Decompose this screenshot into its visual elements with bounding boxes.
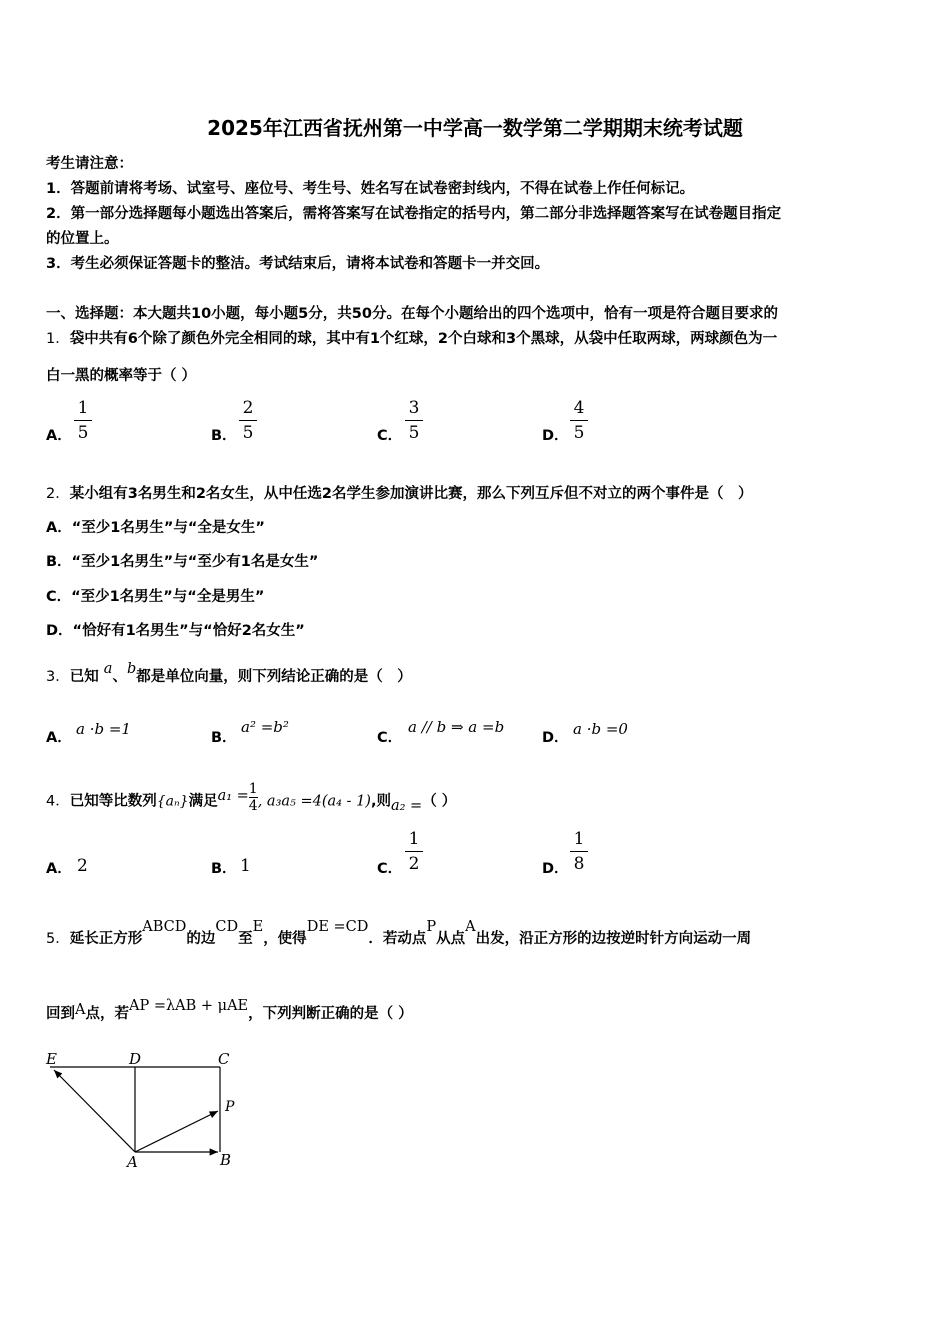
q4-stem: 4．已知等比数列{aₙ}满足a₁ = $\frac{1}{4}$ , a₃a₅ =4(a₄ - 1),则a₂ =（ ） <box>46 781 457 814</box>
q1-stem-line1: 1．袋中共有6个除了颜色外完全相同的球，其中有1个红球，2个白球和3个黑球，从袋中任取两球，两球颜色为一 <box>46 331 778 347</box>
q2-number: 2． <box>46 486 70 502</box>
q5-stem-line1: 5．延长正方形ABCD的边CD至E，使得DE =CD．若动点P从点A出发，沿正方形的边按逆时针方向运动一周 <box>46 919 752 947</box>
q1-option-c-fraction: 3 5 <box>404 397 424 444</box>
q1-option-b-fraction: 2 5 <box>238 397 258 444</box>
q1-option-d-label: D． <box>542 428 569 444</box>
q3-option-b-label: B． <box>211 730 237 746</box>
q1-option-a-label: A． <box>46 428 72 444</box>
q4-sequence: {aₙ} <box>156 793 189 810</box>
q3-option-b-expr: a² =b² <box>241 718 289 736</box>
q3-option-c-label: C． <box>377 730 403 746</box>
q2-stem: 2．某小组有3名男生和2名女生，从中任选2名学生参加演讲比赛，那么下列互斥但不对立的两个事件是（ ） <box>46 486 753 502</box>
notice-item-2: 2．第一部分选择题每小题选出答案后，需将答案写在试卷指定的括号内，第二部分非选择题答案写在试卷题目指定 <box>46 206 782 222</box>
q1-stem-line2: 白一黑的概率等于（ ） <box>46 368 197 384</box>
q1-number: 1． <box>46 331 70 347</box>
q4-option-d-fraction: 1 8 <box>569 828 589 875</box>
section-heading: 一、选择题：本大题共10小题，每小题5分，共50分。在每个小题给出的四个选项中，恰有一项是符合题目要求的 <box>46 306 778 322</box>
q3-vector-a: a <box>103 661 113 677</box>
q3-option-d-expr: a ·b =0 <box>573 720 628 738</box>
label-c: C <box>218 1050 230 1068</box>
q2-option-c: C．“至少1名男生”与“全是男生” <box>46 589 265 605</box>
q2-option-a: A．“至少1名男生”与“全是女生” <box>46 520 265 536</box>
label-b: B <box>220 1151 232 1169</box>
q1-option-c-label: C． <box>377 428 403 444</box>
q4-option-a-value: 2 <box>77 856 88 876</box>
vector-ap <box>135 1111 218 1152</box>
notice-heading: 考生请注意： <box>46 156 133 172</box>
q3-stem: 3．已知 a、b都是单位向量，则下列结论正确的是（ ） <box>46 661 412 685</box>
q5-number: 5． <box>46 931 70 947</box>
q3-vector-b: b <box>126 661 137 677</box>
q4-condition-fraction: $\frac{1}{4}$ <box>248 781 258 814</box>
q4-option-b-label: B． <box>211 861 237 877</box>
q3-option-a-label: A． <box>46 730 72 746</box>
q2-option-d: D．“恰好有1名男生”与“恰好2名女生” <box>46 623 305 639</box>
q4-target: a₂ = <box>390 797 423 814</box>
label-d: D <box>129 1050 142 1068</box>
q4-option-b-value: 1 <box>240 856 251 876</box>
notice-item-3: 3．考生必须保证答题卡的整洁。考试结束后，请将本试卷和答题卡一并交回。 <box>46 256 550 272</box>
q4-option-a-label: A． <box>46 861 72 877</box>
label-a: A <box>127 1153 138 1171</box>
q4-option-c-fraction: 1 2 <box>404 828 424 875</box>
q3-option-c-expr: a // b ⇒ a =b <box>408 718 505 736</box>
label-p: P <box>225 1099 235 1115</box>
q1-option-a-fraction: 1 5 <box>73 397 93 444</box>
notice-item-1: 1．答题前请将考场、试室号、座位号、考生号、姓名写在试卷密封线内，不得在试卷上作任何标记。 <box>46 181 695 197</box>
q5-geometry-figure <box>44 1048 244 1173</box>
q4-condition-a1: a₁ = <box>217 787 249 804</box>
q4-option-d-label: D． <box>542 861 569 877</box>
notice-item-2-cont: 的位置上。 <box>46 231 119 247</box>
q4-condition-product: , a₃a₅ =4(a₄ - 1) <box>257 793 371 810</box>
q2-option-b: B．“至少1名男生”与“至少有1名是女生” <box>46 554 319 570</box>
q4-option-c-label: C． <box>377 861 403 877</box>
q1-option-d-fraction: 4 5 <box>569 397 589 444</box>
q3-option-d-label: D． <box>542 730 569 746</box>
q3-option-a-expr: a ·b =1 <box>76 720 131 738</box>
label-e: E <box>46 1050 57 1068</box>
page-title: 2025年江西省抚州第一中学高一数学第二学期期末统考试题 <box>207 116 743 140</box>
q5-stem-line2: 回到A点，若AP =λAB + μAE，下列判断正确的是（ ） <box>46 998 413 1022</box>
vector-ae <box>54 1070 135 1152</box>
q4-number: 4． <box>46 793 70 810</box>
q1-option-b-label: B． <box>211 428 237 444</box>
q3-number: 3． <box>46 669 70 685</box>
